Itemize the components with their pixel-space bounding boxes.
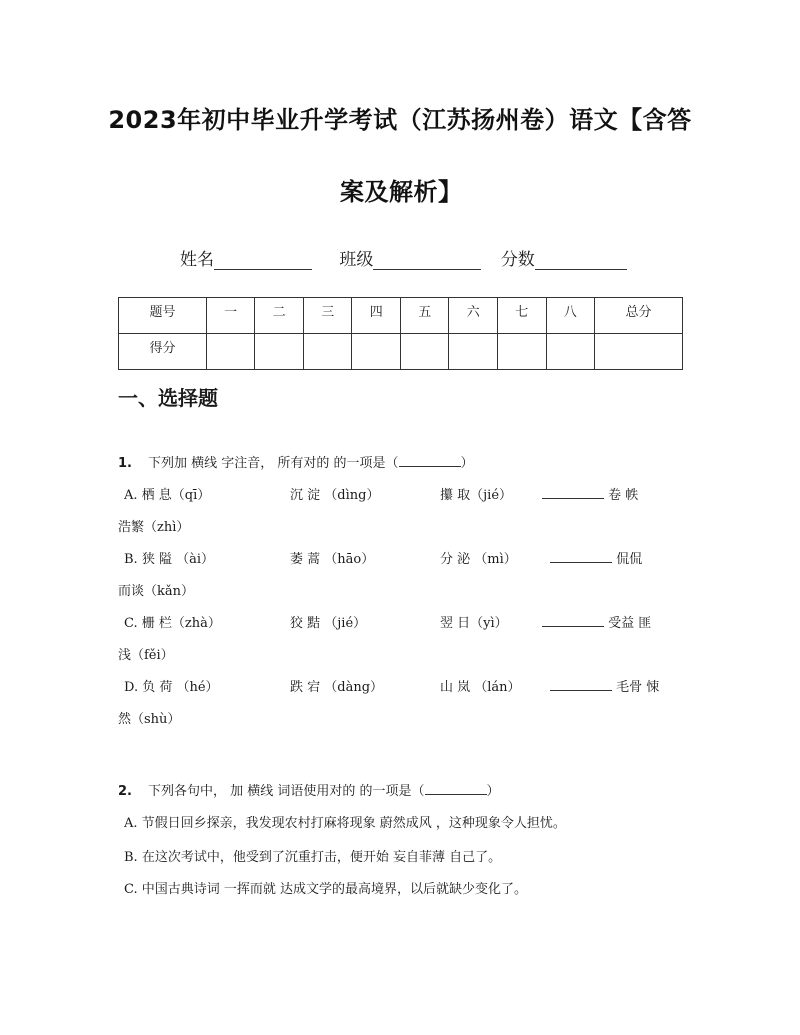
score-cell[interactable] bbox=[255, 334, 304, 370]
option-a-col1: A. 栖 息（qī） bbox=[124, 488, 211, 503]
name-field[interactable] bbox=[180, 245, 312, 270]
option-c-wrap: 浅（fěi） bbox=[118, 648, 174, 663]
score-table-header-row bbox=[119, 298, 683, 334]
question-2-stem bbox=[118, 780, 500, 799]
document-title-line2: 案及解析】 bbox=[340, 178, 463, 206]
score-cell[interactable] bbox=[498, 334, 547, 370]
score-cell[interactable] bbox=[400, 334, 449, 370]
question-number: 2. bbox=[118, 784, 132, 799]
score-table-header-cell: 二 bbox=[255, 298, 304, 334]
option-a-col4 bbox=[542, 484, 638, 503]
option-b-wrap: 而谈（kǎn） bbox=[118, 584, 195, 599]
option-c-col4 bbox=[542, 612, 651, 631]
class-field[interactable] bbox=[339, 245, 481, 270]
option-b-col2: 萎 蒿 （hāo） bbox=[290, 552, 375, 567]
score-table-header-cell: 四 bbox=[352, 298, 401, 334]
score-table-score-row bbox=[119, 334, 683, 370]
class-blank[interactable] bbox=[373, 251, 481, 270]
score-cell[interactable] bbox=[352, 334, 401, 370]
question-text-end: ） bbox=[460, 456, 474, 471]
score-cell[interactable] bbox=[546, 334, 595, 370]
question-text: 下列各句中， 加 横线 词语使用对的 的一项是（ bbox=[148, 784, 425, 799]
option-c-col1: C. 栅 栏（zhà） bbox=[124, 616, 221, 631]
option-c-col2: 狡 黠 （jié） bbox=[290, 616, 367, 631]
option-b-col4 bbox=[550, 548, 642, 567]
class-label: 班级 bbox=[339, 250, 374, 270]
score-table-header-cell: 八 bbox=[546, 298, 595, 334]
option-c-col4-text: 受益 匪 bbox=[608, 616, 652, 631]
option-a-col3: 攥 取（jié） bbox=[440, 488, 513, 503]
option-d-wrap: 然（shù） bbox=[118, 712, 181, 727]
question-number: 1. bbox=[118, 456, 132, 471]
name-blank[interactable] bbox=[214, 251, 312, 270]
score-table-header-cell: 一 bbox=[206, 298, 255, 334]
score-table-header-cell: 六 bbox=[449, 298, 498, 334]
option-d-col1: D. 负 荷 （hé） bbox=[124, 680, 219, 695]
score-cell[interactable] bbox=[303, 334, 352, 370]
student-info-row bbox=[180, 245, 641, 270]
option-c-col3: 翌 日（yì） bbox=[440, 616, 508, 631]
option-a-col2: 沉 淀 （dìng） bbox=[290, 488, 380, 503]
score-table-header-cell: 三 bbox=[303, 298, 352, 334]
score-cell[interactable] bbox=[595, 334, 683, 370]
question-text: 下列加 横线 字注音， 所有对的 的一项是（ bbox=[148, 456, 399, 471]
question-1-stem bbox=[118, 452, 474, 471]
answer-blank[interactable] bbox=[399, 454, 461, 467]
option-blank bbox=[542, 616, 604, 627]
option-d-col4-text: 毛骨 悚 bbox=[616, 680, 660, 695]
option-a-wrap: 浩繁（zhì） bbox=[118, 520, 190, 535]
option-blank bbox=[550, 680, 612, 691]
score-cell[interactable] bbox=[449, 334, 498, 370]
name-label: 姓名 bbox=[180, 250, 214, 270]
question-text-end: ） bbox=[486, 784, 500, 799]
score-blank[interactable] bbox=[535, 251, 627, 270]
option-d-col3: 山 岚 （lán） bbox=[440, 680, 521, 695]
q2-option-b: B. 在这次考试中，他受到了沉重打击，便开始 妄自菲薄 自己了。 bbox=[124, 850, 502, 865]
score-table-header-cell: 题号 bbox=[119, 298, 207, 334]
option-a-col4-text: 卷 帙 bbox=[608, 488, 639, 503]
score-label: 分数 bbox=[500, 250, 535, 270]
option-blank bbox=[550, 552, 612, 563]
option-d-col4 bbox=[550, 676, 659, 695]
score-table-header-cell: 五 bbox=[400, 298, 449, 334]
score-row-label: 得分 bbox=[119, 334, 207, 370]
option-blank bbox=[542, 488, 604, 499]
score-table-header-cell: 七 bbox=[498, 298, 547, 334]
section-title-choice: 一、选择题 bbox=[118, 386, 218, 410]
option-b-col3: 分 泌 （mì） bbox=[440, 552, 517, 567]
q2-option-a: A. 节假日回乡探亲，我发现农村打麻将现象 蔚然成风 ，这种现象令人担忧。 bbox=[124, 816, 566, 831]
q2-option-c: C. 中国古典诗词 一挥而就 达成文学的最高境界，以后就缺少变化了。 bbox=[124, 882, 528, 897]
option-d-col2: 跌 宕 （dàng） bbox=[290, 680, 384, 695]
score-table bbox=[118, 297, 683, 370]
score-cell[interactable] bbox=[206, 334, 255, 370]
document-title-line1: 2023年初中毕业升学考试（江苏扬州卷）语文【含答 bbox=[108, 106, 692, 134]
option-b-col1: B. 狭 隘 （ài） bbox=[124, 552, 214, 567]
answer-blank[interactable] bbox=[425, 782, 487, 795]
score-field[interactable] bbox=[501, 245, 627, 270]
score-table-header-cell: 总分 bbox=[595, 298, 683, 334]
option-b-col4-text: 侃侃 bbox=[616, 552, 643, 567]
